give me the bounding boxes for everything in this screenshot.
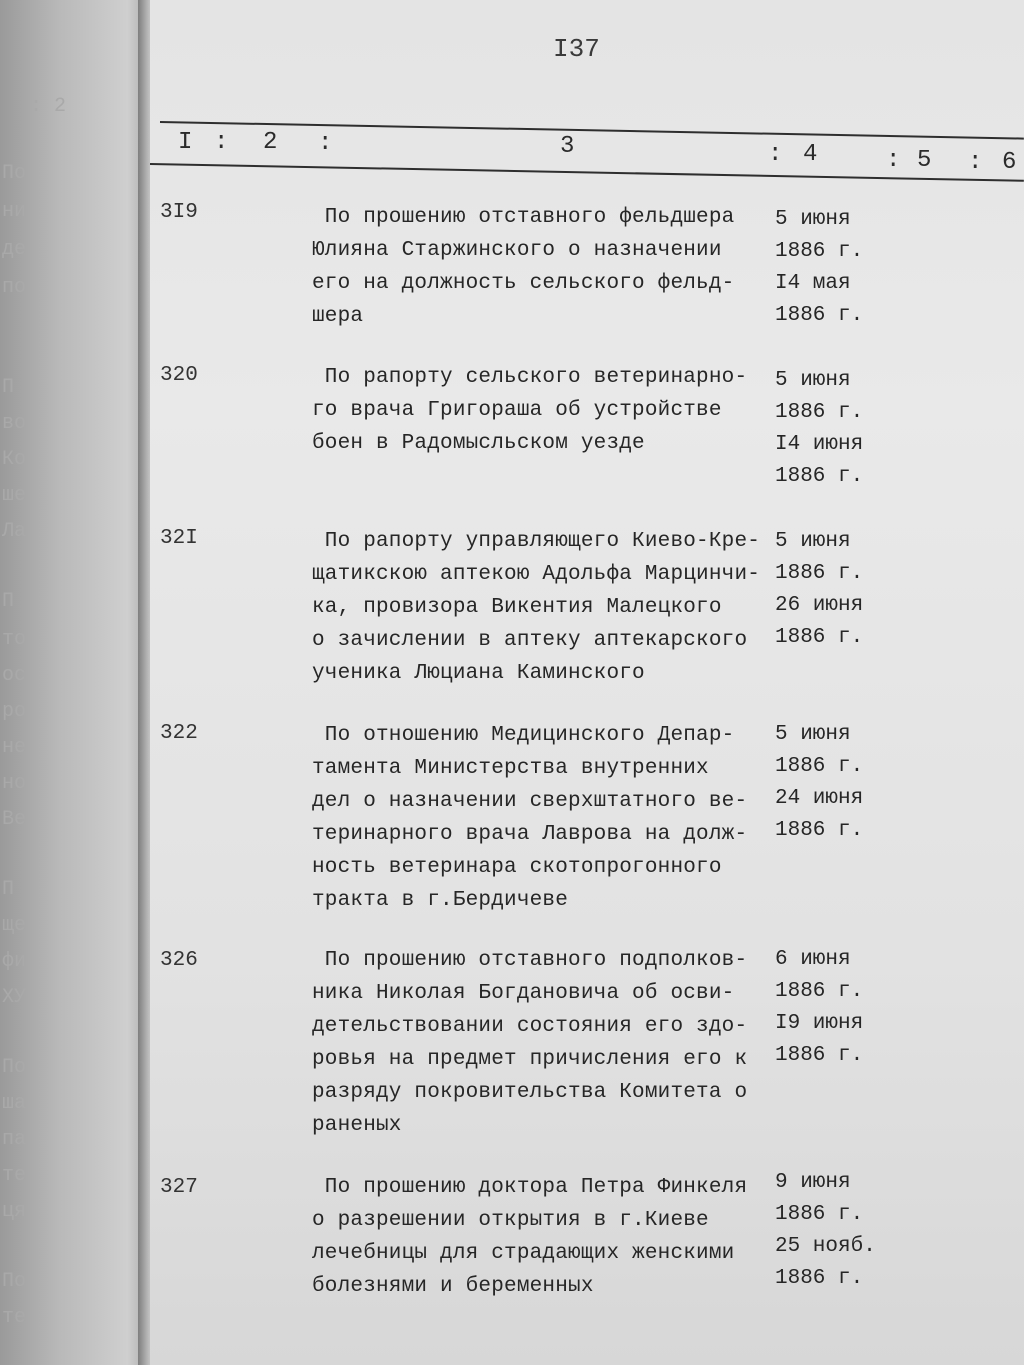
page-number: I37 bbox=[553, 34, 600, 64]
date-end-year: 1886 г. bbox=[775, 626, 864, 649]
col-header-4: 4 bbox=[803, 141, 818, 168]
description-line: о зачислении в аптеку аптекарского bbox=[312, 629, 748, 652]
description-line: тракта в г.Бердичеве bbox=[312, 889, 569, 912]
date-start-year: 1886 г. bbox=[775, 562, 864, 585]
description-line: дел о назначении сверхштатного ве- bbox=[312, 790, 748, 813]
date-start: 6 июня bbox=[775, 948, 851, 971]
entry-description bbox=[312, 719, 782, 917]
date-start-year: 1886 г. bbox=[775, 980, 864, 1003]
description-line: о разрешении открытия в г.Киеве bbox=[312, 1209, 709, 1232]
entry-number: 327 bbox=[160, 1176, 198, 1199]
description-line: детельствовании состояния его здо- bbox=[312, 1015, 748, 1038]
entry-description bbox=[312, 201, 782, 333]
col-separator: : bbox=[968, 149, 983, 176]
date-end-year: 1886 г. bbox=[775, 1044, 864, 1067]
date-end: 24 июня bbox=[775, 787, 864, 810]
entry-description bbox=[312, 944, 782, 1142]
description-line: Юлияна Старжинского о назначении bbox=[312, 239, 722, 262]
col-header-6: 6 bbox=[1002, 149, 1017, 176]
entry-dates bbox=[775, 1167, 885, 1295]
date-start: 5 июня bbox=[775, 723, 851, 746]
description-line: По прошению отставного подполков- bbox=[312, 949, 748, 972]
description-line: ка, провизора Викентия Малецкого bbox=[312, 596, 722, 619]
entry-number: 320 bbox=[160, 364, 198, 387]
description-line: его на должность сельского фельд- bbox=[312, 272, 735, 295]
date-start: 9 июня bbox=[775, 1171, 851, 1194]
description-line: раненых bbox=[312, 1114, 402, 1137]
entry-number: 326 bbox=[160, 949, 198, 972]
description-line: шера bbox=[312, 305, 364, 328]
description-line: По прошению доктора Петра Финкеля bbox=[312, 1176, 748, 1199]
entry-number: 322 bbox=[160, 722, 198, 745]
date-end-year: 1886 г. bbox=[775, 819, 864, 842]
description-line: болезнями и беременных bbox=[312, 1275, 594, 1298]
entry-number: 32I bbox=[160, 527, 198, 550]
date-start-year: 1886 г. bbox=[775, 755, 864, 778]
col-header-1: I bbox=[178, 129, 193, 156]
entry-description bbox=[312, 1171, 782, 1303]
description-line: По рапорту сельского ветеринарно- bbox=[312, 366, 748, 389]
description-line: ника Николая Богдановича об осви- bbox=[312, 982, 735, 1005]
date-end-year: 1886 г. bbox=[775, 465, 864, 488]
entry-description bbox=[312, 525, 782, 690]
date-start: 5 июня bbox=[775, 369, 851, 392]
description-line: разряду покровительства Комитета о bbox=[312, 1081, 748, 1104]
description-line: лечебницы для страдающих женскими bbox=[312, 1242, 735, 1265]
entry-dates bbox=[775, 719, 885, 847]
description-line: По рапорту управляющего Киево-Кре- bbox=[312, 530, 761, 553]
description-line: щатикскою аптекою Адольфа Марцинчи- bbox=[312, 563, 761, 586]
date-end-year: 1886 г. bbox=[775, 304, 864, 327]
description-line: По отношению Медицинского Депар- bbox=[312, 724, 735, 747]
col-header-2: 2 bbox=[263, 129, 278, 156]
date-end: 26 июня bbox=[775, 594, 864, 617]
entry-dates bbox=[775, 526, 885, 654]
date-start-year: 1886 г. bbox=[775, 240, 864, 263]
col-header-5: 5 bbox=[917, 147, 932, 174]
description-line: теринарного врача Лаврова на долж- bbox=[312, 823, 748, 846]
col-separator: : bbox=[318, 130, 333, 157]
description-line: ровья на предмет причисления его к bbox=[312, 1048, 748, 1071]
col-header-3: 3 bbox=[560, 133, 575, 160]
date-end: I4 мая bbox=[775, 272, 851, 295]
date-end: I9 июня bbox=[775, 1012, 864, 1035]
entry-dates bbox=[775, 365, 885, 493]
col-separator: : bbox=[768, 141, 783, 168]
description-line: боен в Радомысльском уезде bbox=[312, 432, 645, 455]
description-line: го врача Григораша об устройстве bbox=[312, 399, 722, 422]
entry-number: 3I9 bbox=[160, 201, 198, 224]
date-start-year: 1886 г. bbox=[775, 1203, 864, 1226]
description-line: ученика Люциана Каминского bbox=[312, 662, 645, 685]
date-end-year: 1886 г. bbox=[775, 1267, 864, 1290]
entry-description bbox=[312, 361, 782, 460]
col-separator: : bbox=[214, 129, 229, 156]
description-line: тамента Министерства внутренних bbox=[312, 757, 709, 780]
date-start: 5 июня bbox=[775, 530, 851, 553]
description-line: По прошению отставного фельдшера bbox=[312, 206, 735, 229]
facing-page: : 2 По ни де по П во Ко ше Ла П то ос ро не но Ве П ще фи ХУ По ша па те ця По те bbox=[0, 0, 150, 1365]
date-end: I4 июня bbox=[775, 433, 864, 456]
date-start-year: 1886 г. bbox=[775, 401, 864, 424]
entry-dates bbox=[775, 944, 885, 1072]
date-end: 25 нояб. bbox=[775, 1235, 876, 1258]
entry-dates bbox=[775, 204, 885, 332]
col-separator: : bbox=[886, 147, 901, 174]
description-line: ность ветеринара скотопрогонного bbox=[312, 856, 722, 879]
date-start: 5 июня bbox=[775, 208, 851, 231]
